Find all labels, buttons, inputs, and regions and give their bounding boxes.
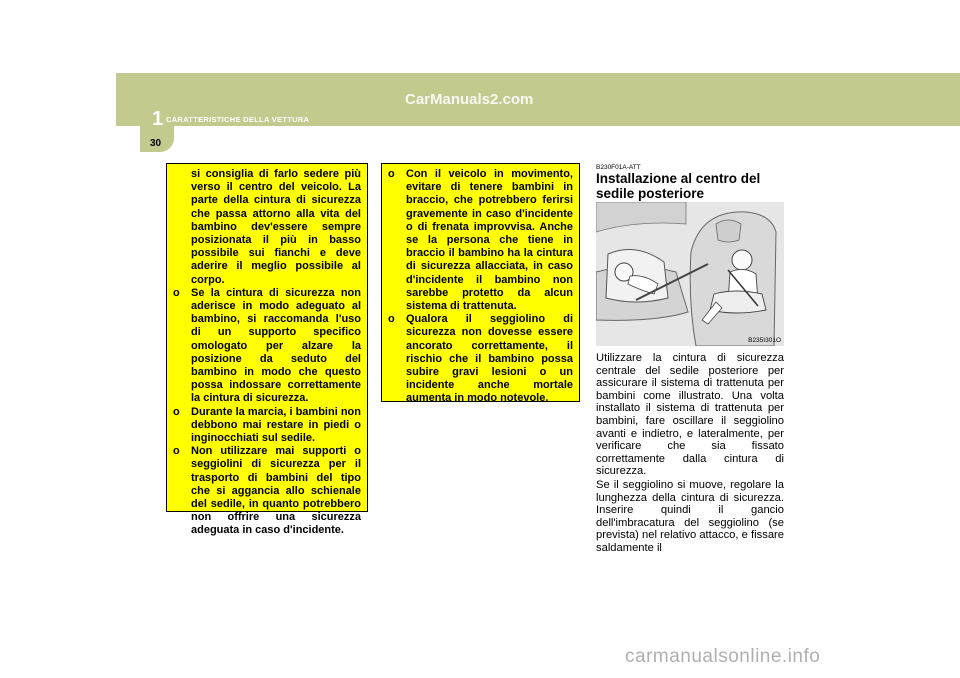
list-item	[173, 406, 361, 446]
watermark-top[interactable]: CarManuals2.com	[405, 91, 534, 108]
section-ref-code: B230F01A-ATT	[596, 164, 641, 171]
warning-box-left	[166, 163, 368, 537]
bullet: o	[388, 313, 395, 326]
list-item	[173, 445, 361, 537]
list-item	[173, 287, 361, 406]
list-item-text: Non utilizzare mai supporti o seggiolini di sicurezza per il trasporto di bambini del tipo che si aggancia allo schienale del sedile, in quanto potrebbero non offrire una sicurezza adeguata in caso d'incidente.	[191, 445, 361, 537]
warning-box-middle	[381, 163, 580, 405]
watermark-bottom[interactable]: carmanualsonline.info	[625, 646, 821, 667]
warning-intro: si consiglia di farlo sedere più verso il centro del veicolo. La parte della cintura di sicurezza che passa attorno alla vita del bambino dev'essere sempre posizionata il più in basso possibile sui fianchi e deve aderire il meglio possibile al corpo.	[191, 168, 361, 286]
list-item	[388, 313, 573, 405]
list-item	[388, 168, 573, 313]
list-item-text: Con il veicolo in movimento, evitare di tenere bambini in braccio, che potrebbero ferirsi gravemente in caso d'incidente o di frenata improvvisa. Anche se la persona che tiene in braccio il bambino ha la cintura di sicurezza allacciata, in caso d'incidente il bambino non sarebbe protetto da alcun sistema di trattenuta.	[406, 168, 573, 313]
bullet: o	[173, 286, 180, 299]
rear-seat-drawing	[596, 202, 784, 346]
list-item-text: Qualora il seggiolino di sicurezza non dovesse essere ancorato correttamente, il rischio che il bambino possa subire gravi lesioni o un incidente anche mortale aumenta in modo notevole.	[406, 313, 573, 405]
warning-list-left	[173, 287, 361, 538]
list-item-text: Se la cintura di sicurezza non aderisce in modo adeguato al bambino, si raccomanda l'uso di un supporto specifico omologato per alzare la posizione da seduto del bambino in modo che questo possa indossare correttamente la cintura di sicurezza.	[191, 286, 361, 405]
chapter-number: 1	[152, 108, 164, 130]
bullet: o	[173, 405, 180, 418]
body-paragraph: Se il seggiolino si muove, regolare la lunghezza della cintura di sicurezza. Inserire quindi il gancio dell'imbracatura del seggiolino (se prevista) nel relativo attacco, e fissare saldamente il	[596, 479, 784, 554]
body-paragraph: Utilizzare la cintura di sicurezza centrale del sedile posteriore per assicurare il sistema di trattenuta per bambini come illustrato. Una volta installato il sistema di trattenuta per bambini, fare oscillare il seggiolino avanti e indietro, e lateralmente, per verificare che sia fissato correttamente dalla cintura di sicurezza.	[596, 352, 784, 478]
image-code: B235I301O	[748, 337, 781, 344]
page-number: 30	[150, 138, 162, 149]
list-item-text: Durante la marcia, i bambini non debbono mai restare in piedi o inginocchiati sul sedile.	[191, 405, 361, 445]
chapter-title: CARATTERISTICHE DELLA VETTURA	[166, 115, 310, 124]
child-seat-illustration	[596, 202, 784, 346]
bullet: o	[173, 445, 180, 458]
warning-list-middle	[388, 168, 573, 406]
bullet: o	[388, 168, 395, 180]
section-title: Installazione al centro del sedile posteriore	[596, 171, 761, 201]
